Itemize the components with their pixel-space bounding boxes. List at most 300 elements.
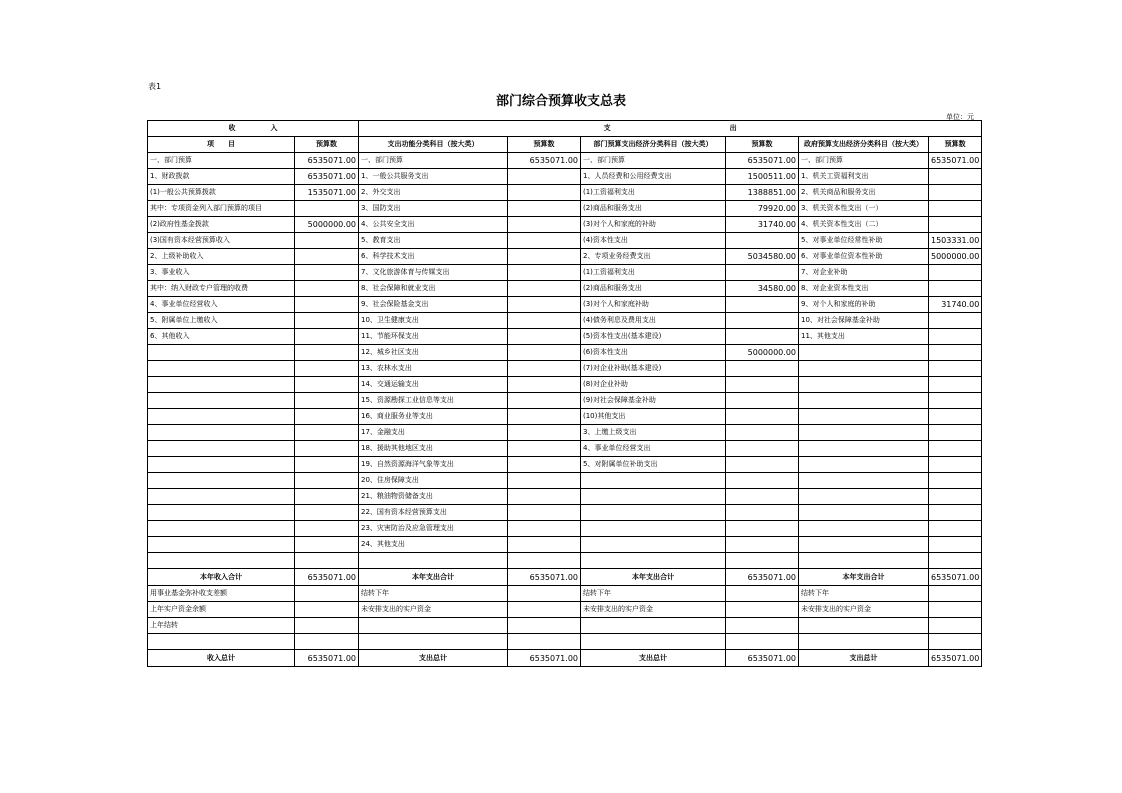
income-item-cell <box>148 441 295 457</box>
income-budget-cell <box>295 441 359 457</box>
income-budget-cell <box>295 634 359 650</box>
dept-item-cell: (2)商品和服务支出 <box>581 201 726 217</box>
gov-budget-cell <box>929 281 982 297</box>
func-budget-cell <box>508 201 581 217</box>
dept-item-cell: 未安排支出的实户资金 <box>581 602 726 618</box>
item-header: 项 目 <box>148 137 295 153</box>
dept-item-cell: (3)对个人和家庭补助 <box>581 297 726 313</box>
func-budget-cell <box>508 313 581 329</box>
income-budget-cell: 6535071.00 <box>295 169 359 185</box>
gov-budget-cell: 1503331.00 <box>929 233 982 249</box>
income-item-cell: (3)国有资本经营预算收入 <box>148 233 295 249</box>
func-item-cell: 12、城乡社区支出 <box>359 345 508 361</box>
func-budget-cell <box>508 169 581 185</box>
income-budget-cell <box>295 586 359 602</box>
func-item-cell: 16、商业服务业等支出 <box>359 409 508 425</box>
gov-budget-cell <box>929 409 982 425</box>
income-budget-cell <box>295 457 359 473</box>
func-item-cell: 3、国防支出 <box>359 201 508 217</box>
dept-budget-cell: 1388851.00 <box>726 185 799 201</box>
gov-item-cell: 6、对事业单位资本性补助 <box>799 249 929 265</box>
table-row <box>148 393 982 409</box>
func-item-cell: 4、公共安全支出 <box>359 217 508 233</box>
income-item-cell: 其中：专项资金列入部门预算的项目 <box>148 201 295 217</box>
func-budget-cell <box>508 185 581 201</box>
income-budget-cell: 6535071.00 <box>295 569 359 586</box>
gov-item-cell <box>799 537 929 553</box>
table-row <box>148 537 982 553</box>
gov-item-cell: 7、对企业补助 <box>799 265 929 281</box>
income-budget-cell <box>295 265 359 281</box>
dept-item-cell: (1)工资福利支出 <box>581 185 726 201</box>
func-item-cell: 一、部门预算 <box>359 153 508 169</box>
gov-item-cell: 9、对个人和家庭的补助 <box>799 297 929 313</box>
table-row <box>148 489 982 505</box>
func-item-cell: 8、社会保障和就业支出 <box>359 281 508 297</box>
gov-item-cell <box>799 345 929 361</box>
income-item-cell: 本年收入合计 <box>148 569 295 586</box>
dept-item-cell: 3、上缴上级支出 <box>581 425 726 441</box>
gov-item-cell: 4、机关资本性支出（二） <box>799 217 929 233</box>
table-row <box>148 618 982 634</box>
dept-budget-cell <box>726 425 799 441</box>
gov-item-cell <box>799 425 929 441</box>
income-item-cell: 1、财政拨款 <box>148 169 295 185</box>
dept-budget-cell <box>726 537 799 553</box>
dept-item-cell: (8)对企业补助 <box>581 377 726 393</box>
gov-budget-cell <box>929 441 982 457</box>
func-budget-cell <box>508 361 581 377</box>
expense-header: 支 出 <box>359 121 982 137</box>
func-budget-cell <box>508 425 581 441</box>
income-item-cell: 一、部门预算 <box>148 153 295 169</box>
gov-item-cell <box>799 634 929 650</box>
dept-budget-cell <box>726 329 799 345</box>
dept-budget-cell <box>726 393 799 409</box>
dept-budget-cell <box>726 265 799 281</box>
gov-item-cell <box>799 521 929 537</box>
income-budget-cell <box>295 521 359 537</box>
dept-item-cell: (4)资本性支出 <box>581 233 726 249</box>
income-budget-cell <box>295 297 359 313</box>
income-budget-cell: 5000000.00 <box>295 217 359 233</box>
gov-budget-cell: 6535071.00 <box>929 650 982 667</box>
header-row-2 <box>148 137 982 153</box>
dept-item-cell: 结转下年 <box>581 586 726 602</box>
gov-item-cell: 1、机关工资福利支出 <box>799 169 929 185</box>
gov-item-cell <box>799 377 929 393</box>
func-item-cell <box>359 618 508 634</box>
dept-budget-cell: 79920.00 <box>726 201 799 217</box>
func-item-cell <box>359 553 508 569</box>
gov-budget-cell <box>929 505 982 521</box>
gov-budget-cell: 6535071.00 <box>929 569 982 586</box>
table-row <box>148 473 982 489</box>
income-budget-cell <box>295 489 359 505</box>
gov-budget-cell <box>929 185 982 201</box>
income-budget-cell <box>295 618 359 634</box>
gov-item-cell: 本年支出合计 <box>799 569 929 586</box>
gov-item-cell <box>799 553 929 569</box>
func-item-cell: 9、社会保险基金支出 <box>359 297 508 313</box>
dept-budget-cell: 5034580.00 <box>726 249 799 265</box>
dept-budget-cell <box>726 473 799 489</box>
budget-header-func: 预算数 <box>508 137 581 153</box>
table-row <box>148 553 982 569</box>
func-item-cell: 10、卫生健康支出 <box>359 313 508 329</box>
income-budget-cell <box>295 233 359 249</box>
income-item-cell: 2、上级补助收入 <box>148 249 295 265</box>
dept-item-cell: 支出总计 <box>581 650 726 667</box>
gov-item-cell: 2、机关商品和服务支出 <box>799 185 929 201</box>
dept-item-cell: 2、专项业务经费支出 <box>581 249 726 265</box>
dept-budget-cell <box>726 297 799 313</box>
income-item-cell <box>148 473 295 489</box>
dept-item-cell: (6)资本性支出 <box>581 345 726 361</box>
income-budget-cell <box>295 473 359 489</box>
func-item-cell: 22、国有资本经营预算支出 <box>359 505 508 521</box>
table-row <box>148 313 982 329</box>
gov-item-cell: 结转下年 <box>799 586 929 602</box>
func-budget-cell: 6535071.00 <box>508 569 581 586</box>
gov-budget-cell <box>929 201 982 217</box>
func-item-cell: 24、其他支出 <box>359 537 508 553</box>
income-budget-cell <box>295 425 359 441</box>
func-budget-cell <box>508 377 581 393</box>
dept-item-cell <box>581 537 726 553</box>
table-row <box>148 361 982 377</box>
table-row <box>148 281 982 297</box>
gov-item-cell: 一、部门预算 <box>799 153 929 169</box>
budget-header-dept: 预算数 <box>726 137 799 153</box>
func-item-cell: 本年支出合计 <box>359 569 508 586</box>
income-item-cell: 上年结转 <box>148 618 295 634</box>
dept-budget-cell <box>726 489 799 505</box>
income-budget-cell <box>295 393 359 409</box>
gov-item-cell <box>799 505 929 521</box>
gov-item-cell <box>799 489 929 505</box>
func-budget-cell <box>508 297 581 313</box>
dept-item-cell: 本年支出合计 <box>581 569 726 586</box>
func-item-cell: 7、文化旅游体育与传媒支出 <box>359 265 508 281</box>
dept-item-cell <box>581 473 726 489</box>
gov-item-cell <box>799 441 929 457</box>
income-budget-cell <box>295 329 359 345</box>
income-budget-cell <box>295 409 359 425</box>
table-row <box>148 297 982 313</box>
table-row <box>148 409 982 425</box>
dept-budget-cell: 5000000.00 <box>726 345 799 361</box>
table-row <box>148 217 982 233</box>
func-item-cell: 2、外交支出 <box>359 185 508 201</box>
func-item-cell: 结转下年 <box>359 586 508 602</box>
func-budget-cell <box>508 489 581 505</box>
gov-budget-cell <box>929 393 982 409</box>
gov-budget-cell <box>929 553 982 569</box>
gov-budget-cell <box>929 473 982 489</box>
income-budget-cell: 1535071.00 <box>295 185 359 201</box>
dept-item-cell: (2)商品和服务支出 <box>581 281 726 297</box>
page-title: 部门综合预算收支总表 <box>495 94 626 109</box>
dept-budget-cell: 34580.00 <box>726 281 799 297</box>
gov-budget-cell <box>929 169 982 185</box>
gov-budget-cell <box>929 313 982 329</box>
func-item-cell: 未安排支出的实户资金 <box>359 602 508 618</box>
func-budget-cell <box>508 409 581 425</box>
func-item-cell: 11、节能环保支出 <box>359 329 508 345</box>
dept-budget-cell <box>726 521 799 537</box>
dept-item-cell <box>581 505 726 521</box>
dept-budget-cell <box>726 361 799 377</box>
dept-item-cell <box>581 553 726 569</box>
income-item-cell <box>148 361 295 377</box>
func-budget-cell <box>508 457 581 473</box>
dept-budget-cell <box>726 586 799 602</box>
dept-budget-cell <box>726 618 799 634</box>
gov-budget-cell <box>929 457 982 473</box>
table-row <box>148 249 982 265</box>
func-item-cell: 20、住房保障支出 <box>359 473 508 489</box>
income-item-cell <box>148 634 295 650</box>
dept-item-cell: (7)对企业补助(基本建设) <box>581 361 726 377</box>
income-budget-cell <box>295 201 359 217</box>
dept-item-cell <box>581 618 726 634</box>
func-budget-cell <box>508 553 581 569</box>
func-item-cell: 14、交通运输支出 <box>359 377 508 393</box>
gov-budget-cell <box>929 602 982 618</box>
table-row <box>148 521 982 537</box>
income-budget-cell <box>295 602 359 618</box>
income-item-cell <box>148 393 295 409</box>
dept-item-cell <box>581 521 726 537</box>
income-item-cell <box>148 521 295 537</box>
gov-item-cell: 10、对社会保障基金补助 <box>799 313 929 329</box>
table-row <box>148 602 982 618</box>
income-item-cell <box>148 345 295 361</box>
dept-item-cell: (4)债务利息及费用支出 <box>581 313 726 329</box>
table-row <box>148 185 982 201</box>
dept-budget-cell <box>726 553 799 569</box>
func-item-cell: 6、科学技术支出 <box>359 249 508 265</box>
gov-budget-cell <box>929 345 982 361</box>
func-budget-cell <box>508 345 581 361</box>
income-item-cell: (2)政府性基金拨款 <box>148 217 295 233</box>
income-budget-cell <box>295 345 359 361</box>
func-budget-cell <box>508 249 581 265</box>
income-header: 收 入 <box>148 121 359 137</box>
func-item-cell: 13、农林水支出 <box>359 361 508 377</box>
gov-budget-cell <box>929 217 982 233</box>
income-item-cell <box>148 505 295 521</box>
func-budget-cell <box>508 586 581 602</box>
income-budget-cell: 6535071.00 <box>295 153 359 169</box>
table-row <box>148 441 982 457</box>
dept-budget-cell <box>726 409 799 425</box>
dept-item-cell: (10)其他支出 <box>581 409 726 425</box>
gov-item-cell <box>799 457 929 473</box>
income-budget-cell <box>295 505 359 521</box>
table-row <box>148 345 982 361</box>
year-total-row <box>148 569 982 586</box>
gov-budget-cell: 6535071.00 <box>929 153 982 169</box>
func-item-cell <box>359 634 508 650</box>
func-class-header: 支出功能分类科目（按大类） <box>359 137 508 153</box>
gov-budget-cell <box>929 265 982 281</box>
dept-item-cell: (5)资本性支出(基本建设) <box>581 329 726 345</box>
table-row <box>148 153 982 169</box>
gov-budget-cell <box>929 329 982 345</box>
income-item-cell: 其中：纳入财政专户管理的收费 <box>148 281 295 297</box>
income-item-cell: 6、其他收入 <box>148 329 295 345</box>
income-budget-cell <box>295 553 359 569</box>
income-item-cell <box>148 377 295 393</box>
gov-item-cell: 支出总计 <box>799 650 929 667</box>
func-item-cell: 17、金融支出 <box>359 425 508 441</box>
gov-budget-cell <box>929 618 982 634</box>
table-row <box>148 425 982 441</box>
dept-budget-cell: 31740.00 <box>726 217 799 233</box>
table-row <box>148 233 982 249</box>
dept-budget-cell <box>726 313 799 329</box>
table-row <box>148 586 982 602</box>
func-budget-cell <box>508 281 581 297</box>
gov-item-cell <box>799 361 929 377</box>
func-item-cell: 15、资源勘探工业信息等支出 <box>359 393 508 409</box>
dept-item-cell: 5、对附属单位补助支出 <box>581 457 726 473</box>
dept-budget-cell: 6535071.00 <box>726 650 799 667</box>
func-budget-cell: 6535071.00 <box>508 650 581 667</box>
gov-budget-cell <box>929 634 982 650</box>
table-row <box>148 457 982 473</box>
income-item-cell <box>148 409 295 425</box>
gov-budget-cell <box>929 586 982 602</box>
func-item-cell: 19、自然资源海洋气象等支出 <box>359 457 508 473</box>
income-budget-cell <box>295 377 359 393</box>
dept-item-cell: (9)对社会保障基金补助 <box>581 393 726 409</box>
budget-header-gov: 预算数 <box>929 137 982 153</box>
dept-budget-cell <box>726 505 799 521</box>
table-row <box>148 505 982 521</box>
func-budget-cell <box>508 233 581 249</box>
table-row <box>148 265 982 281</box>
table-row <box>148 329 982 345</box>
func-budget-cell <box>508 441 581 457</box>
dept-item-cell: 4、事业单位经营支出 <box>581 441 726 457</box>
income-item-cell: 5、附属单位上缴收入 <box>148 313 295 329</box>
income-budget-cell <box>295 313 359 329</box>
dept-item-cell <box>581 634 726 650</box>
dept-budget-cell <box>726 441 799 457</box>
func-budget-cell <box>508 537 581 553</box>
gov-budget-cell <box>929 537 982 553</box>
table-row <box>148 634 982 650</box>
income-item-cell <box>148 489 295 505</box>
gov-item-cell: 3、机关资本性支出（一） <box>799 201 929 217</box>
gov-item-cell <box>799 393 929 409</box>
table-row <box>148 201 982 217</box>
income-budget-cell <box>295 537 359 553</box>
unit-label: 单位：元 <box>946 113 974 121</box>
gov-budget-cell: 31740.00 <box>929 297 982 313</box>
income-item-cell: 3、事业收入 <box>148 265 295 281</box>
func-budget-cell <box>508 265 581 281</box>
income-item-cell: (1)一般公共预算拨款 <box>148 185 295 201</box>
income-item-cell: 上年实户资金余额 <box>148 602 295 618</box>
dept-budget-cell: 6535071.00 <box>726 153 799 169</box>
budget-header-income: 预算数 <box>295 137 359 153</box>
header-row-1 <box>148 121 982 137</box>
func-budget-cell <box>508 618 581 634</box>
grand-total-row <box>148 650 982 667</box>
dept-budget-cell <box>726 602 799 618</box>
gov-budget-cell <box>929 361 982 377</box>
func-budget-cell <box>508 521 581 537</box>
gov-item-cell <box>799 473 929 489</box>
dept-budget-cell: 6535071.00 <box>726 569 799 586</box>
gov-budget-cell <box>929 521 982 537</box>
gov-item-cell: 8、对企业资本性支出 <box>799 281 929 297</box>
dept-item-cell: (1)工资福利支出 <box>581 265 726 281</box>
gov-item-cell: 5、对事业单位经常性补助 <box>799 233 929 249</box>
func-budget-cell <box>508 602 581 618</box>
func-item-cell: 1、一般公共服务支出 <box>359 169 508 185</box>
func-budget-cell <box>508 505 581 521</box>
gov-item-cell: 11、其他支出 <box>799 329 929 345</box>
gov-econ-header: 政府预算支出经济分类科目（按大类） <box>799 137 929 153</box>
table-row <box>148 377 982 393</box>
gov-item-cell <box>799 409 929 425</box>
dept-budget-cell <box>726 233 799 249</box>
budget-table-body <box>148 121 982 667</box>
income-item-cell <box>148 553 295 569</box>
table-row <box>148 169 982 185</box>
dept-item-cell: 1、人员经费和公用经费支出 <box>581 169 726 185</box>
dept-budget-cell <box>726 457 799 473</box>
income-item-cell: 收入总计 <box>148 650 295 667</box>
dept-item-cell <box>581 489 726 505</box>
gov-budget-cell <box>929 489 982 505</box>
income-budget-cell: 6535071.00 <box>295 650 359 667</box>
income-item-cell: 4、事业单位经营收入 <box>148 297 295 313</box>
gov-budget-cell <box>929 377 982 393</box>
dept-item-cell: 一、部门预算 <box>581 153 726 169</box>
dept-budget-cell: 1500511.00 <box>726 169 799 185</box>
func-budget-cell: 6535071.00 <box>508 153 581 169</box>
func-item-cell: 5、教育支出 <box>359 233 508 249</box>
func-item-cell: 23、灾害防治及应急管理支出 <box>359 521 508 537</box>
gov-item-cell <box>799 618 929 634</box>
income-item-cell: 用事业基金弥补收支差额 <box>148 586 295 602</box>
income-budget-cell <box>295 361 359 377</box>
table-number: 表1 <box>148 82 162 91</box>
func-item-cell: 21、粮油物资储备支出 <box>359 489 508 505</box>
gov-item-cell: 未安排支出的实户资金 <box>799 602 929 618</box>
func-item-cell: 18、援助其他地区支出 <box>359 441 508 457</box>
func-budget-cell <box>508 473 581 489</box>
dept-budget-cell <box>726 377 799 393</box>
income-budget-cell <box>295 249 359 265</box>
income-budget-cell <box>295 281 359 297</box>
func-budget-cell <box>508 393 581 409</box>
income-item-cell <box>148 537 295 553</box>
gov-budget-cell <box>929 425 982 441</box>
func-budget-cell <box>508 329 581 345</box>
income-item-cell <box>148 457 295 473</box>
dept-econ-header: 部门预算支出经济分类科目（按大类） <box>581 137 726 153</box>
income-item-cell <box>148 425 295 441</box>
budget-table <box>147 120 982 667</box>
gov-budget-cell: 5000000.00 <box>929 249 982 265</box>
